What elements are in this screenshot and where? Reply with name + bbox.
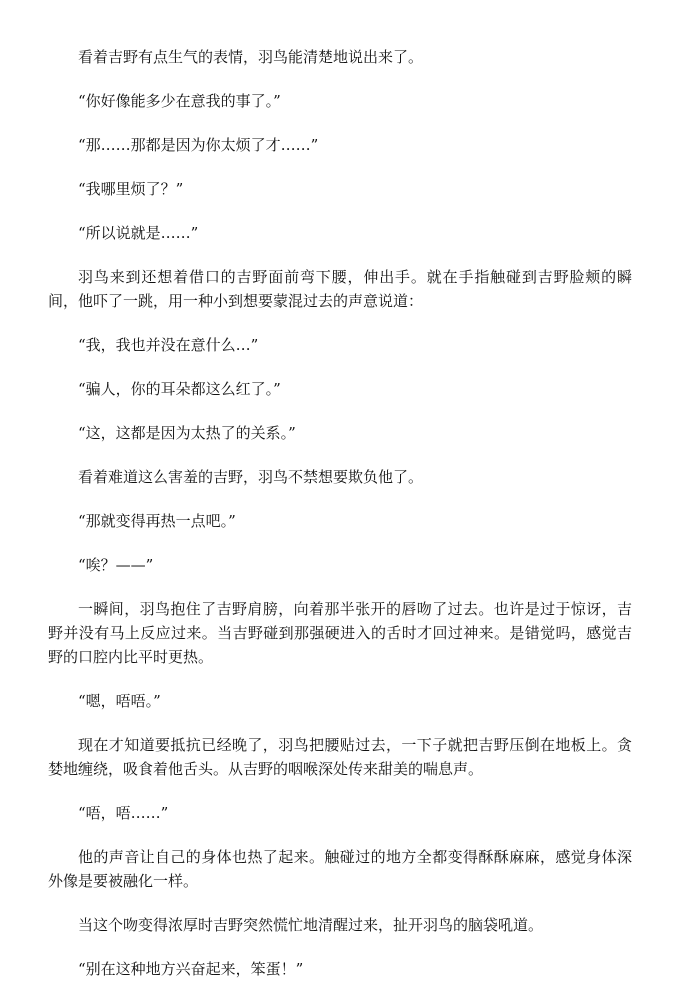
paragraph-15: 现在才知道要抵抗已经晚了，羽鸟把腰贴过去，一下子就把吉野压倒在地板上。贪婪地缠绕，吸食着他舌头。从吉野的咽喉深处传来甜美的喘息声。 xyxy=(48,736,632,778)
paragraph-18: 当这个吻变得浓厚时吉野突然慌忙地清醒过来，扯开羽鸟的脑袋吼道。 xyxy=(78,916,544,934)
paragraph-14: “嗯，唔唔。” xyxy=(78,692,161,710)
paragraph-3: “那……那都是因为你太烦了才……” xyxy=(78,136,319,154)
paragraph-9: “这，这都是因为太热了的关系。” xyxy=(78,424,296,442)
paragraph-6: 羽鸟来到还想着借口的吉野面前弯下腰，伸出手。就在手指触碰到吉野脸颊的瞬间，他吓了一跳，用一种小到想要蒙混过去的声意说道： xyxy=(48,268,632,310)
paragraph-1: 看着吉野有点生气的表情，羽鸟能清楚地说出来了。 xyxy=(78,48,424,66)
paragraph-8: “骗人，你的耳朵都这么红了。” xyxy=(78,380,281,398)
paragraph-17: 他的声音让自己的身体也热了起来。触碰过的地方全都变得酥酥麻麻，感觉身体深外像是要被融化一样。 xyxy=(48,848,632,890)
paragraph-2: “你好像能多少在意我的事了。” xyxy=(78,92,281,110)
paragraph-16: “唔，唔……” xyxy=(78,804,169,822)
paragraph-13: 一瞬间，羽鸟抱住了吉野肩膀，向着那半张开的唇吻了过去。也许是过于惊讶，吉野并没有马上反应过来。当吉野碰到那强硬进入的舌时才回过神来。是错觉吗，感觉吉野的口腔内比平时更热。 xyxy=(48,600,632,666)
paragraph-19: “别在这种地方兴奋起来，笨蛋！” xyxy=(78,960,304,978)
paragraph-4: “我哪里烦了？” xyxy=(78,180,184,198)
paragraph-5: “所以说就是……” xyxy=(78,224,199,242)
paragraph-12: “唉？——” xyxy=(78,556,154,574)
paragraph-11: “那就变得再热一点吧。” xyxy=(78,512,236,530)
paragraph-7: “我，我也并没在意什么…” xyxy=(78,336,259,354)
paragraph-10: 看着难道这么害羞的吉野，羽鸟不禁想要欺负他了。 xyxy=(78,468,424,486)
